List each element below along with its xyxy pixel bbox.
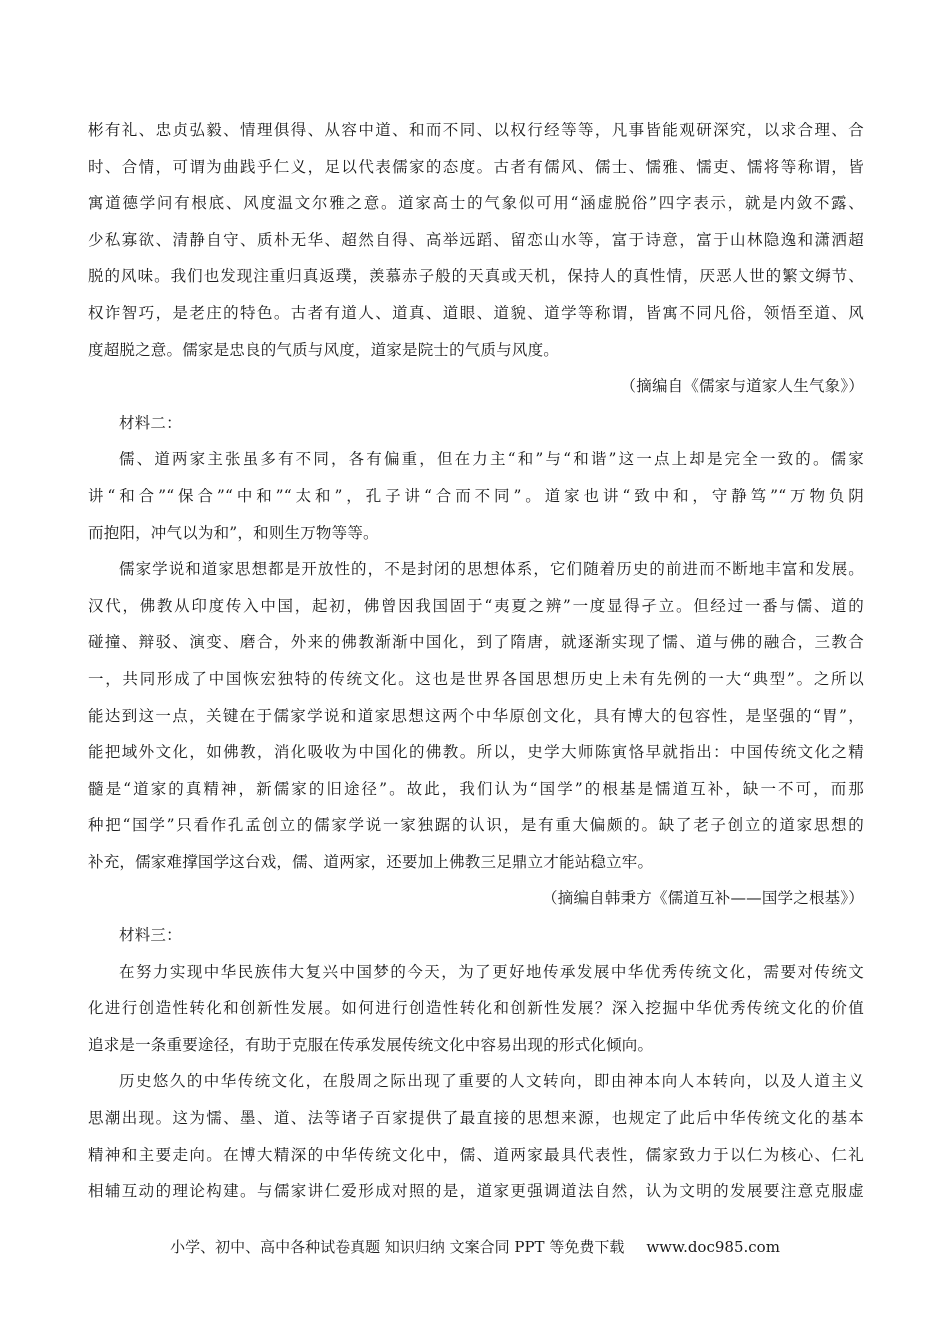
text-line: 而抱阳，冲气以为和”，和则生万物等等。 — [88, 523, 379, 542]
material2-paragraph-2 — [88, 551, 864, 880]
text-line: 时、合情，可谓为曲践乎仁义，足以代表儒家的态度。古者有儒风、儒士、懦雅、懦吏、懦将等称谓，皆 — [88, 157, 864, 176]
document-body — [88, 112, 864, 1210]
text-line: 寓道德学问有根底、风度温文尔雅之意。道家高士的气象似可用“涵虚脱俗”四字表示，就是内敛不露、 — [88, 194, 864, 213]
text-line: 儒家学说和道家思想都是开放性的，不是封闭的思想体系，它们随着历史的前进而不断地丰富和发展。 — [119, 560, 864, 579]
material2-source: （摘编自韩秉方《儒道互补——国学之根基》） — [542, 889, 864, 908]
footer-url[interactable]: www.doc985.com — [646, 1238, 780, 1256]
text-line: 脱的风味。我们也发现注重归真返璞，羡慕赤子般的天真或天机，保持人的真性情，厌恶人世的繁文缛节、 — [88, 267, 864, 286]
text-line: 儒、道两家主张虽多有不同，各有偏重，但在力主“和”与“和谐”这一点上却是完全一致的。儒家 — [119, 450, 864, 469]
text-line: 髓是“道家的真精神，新儒家的旧途径”。故此，我们认为“国学”的根基是懦道互补，缺一不可，而那 — [88, 779, 864, 798]
text-line: 在努力实现中华民族伟大复兴中国梦的今天，为了更好地传承发展中华优秀传统文化，需要对传统文 — [119, 962, 864, 981]
material3-paragraph-2 — [88, 1063, 864, 1209]
text-line: 一，共同形成了中国恢宏独特的传统文化。这也是世界各国思想历史上未有先例的一大“典型”。之所以 — [88, 669, 864, 688]
text-line: 补充，儒家难撑国学这台戏，儒、道两家，还要加上佛教三足鼎立才能站稳立牢。 — [88, 852, 654, 871]
material1-source: （摘编自《儒家与道家人生气象》） — [620, 377, 864, 396]
material2-heading: 材料二： — [119, 413, 182, 432]
text-line: 讲“和合”“保合”“中和”“太和”，孔子讲“合而不同”。道家也讲“致中和，守静笃”“万物负阴 — [88, 486, 864, 505]
text-line: 历史悠久的中华传统文化，在殷周之际出现了重要的人文转向，即由神本向人本转向，以及人道主义 — [119, 1072, 864, 1091]
text-line: 种把“国学”只看作孔孟创立的儒家学说一家独踞的认识，是有重大偏颇的。缺了老子创立的道家思想的 — [88, 816, 864, 835]
text-line: 能达到这一点，关键在于儒家学说和道家思想这两个中华原创文化，具有博大的包容性，是坚强的“胃”， — [88, 706, 864, 725]
text-line: 度超脱之意。儒家是忠良的气质与风度，道家是院士的气质与风度。 — [88, 340, 560, 359]
text-line: 碰撞、辩驳、演变、磨合，外来的佛教渐渐中国化，到了隋唐，就逐渐实现了懦、道与佛的融合，三教合 — [88, 633, 864, 652]
text-line: 精神和主要走向。在博大精深的中华传统文化中，儒、道两家最具代表性，儒家致力于以仁为核心、仁礼 — [88, 1145, 864, 1164]
text-line: 彬有礼、忠贞弘毅、情理俱得、从容中道、和而不同、以权行经等等，凡事皆能观研深究，以求合理、合 — [88, 121, 864, 139]
page-footer — [0, 1236, 950, 1257]
text-line: 权诈智巧，是老庄的特色。古者有道人、道真、道眼、道貌、道学等称谓，皆寓不同凡俗，领悟至道、风 — [88, 303, 864, 322]
text-line: 追求是一条重要途径，有助于克服在传承发展传统文化中容易出现的形式化倾向。 — [88, 1035, 654, 1054]
material2-paragraph-1 — [88, 441, 864, 551]
material1-paragraph — [88, 112, 864, 368]
material3-heading: 材料三： — [119, 926, 182, 945]
footer-text: 小学、初中、高中各种试卷真题 知识归纳 文案合同 PPT 等免费下载 — [170, 1238, 625, 1256]
text-line: 少私寡欲、清静自守、质朴无华、超然自得、高举远蹈、留恋山水等，富于诗意，富于山林隐逸和潇洒超 — [88, 230, 864, 249]
text-line: 化进行创造性转化和创新性发展。如何进行创造性转化和创新性发展？深入挖掘中华优秀传统文化的价值 — [88, 999, 864, 1018]
text-line: 能把域外文化，如佛教，消化吸收为中国化的佛教。所以，史学大师陈寅恪早就指出：中国传统文化之精 — [88, 743, 864, 762]
text-line: 相辅互动的理论构建。与儒家讲仁爱形成对照的是，道家更强调道法自然，认为文明的发展要注意克服虚 — [88, 1182, 864, 1201]
text-line: 思潮出现。这为懦、墨、道、法等诸子百家提供了最直接的思想来源，也规定了此后中华传统文化的基本 — [88, 1109, 864, 1128]
text-line: 汉代，佛教从印度传入中国，起初，佛曾因我国固于“夷夏之辨”一度显得孑立。但经过一番与儒、道的 — [88, 596, 864, 615]
material3-paragraph-1 — [88, 954, 864, 1064]
